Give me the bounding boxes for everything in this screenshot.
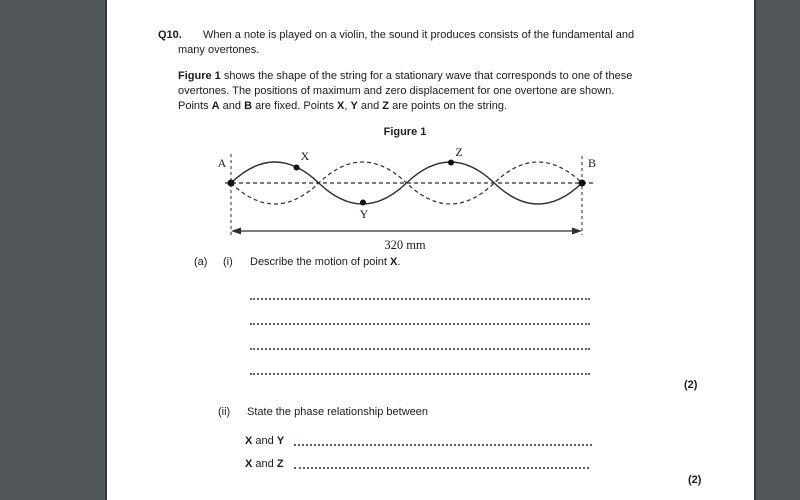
part-a-label: (a)	[194, 256, 208, 268]
figure-title: Figure 1	[383, 126, 427, 138]
length-arrow-left-head	[231, 228, 241, 235]
point-x-label: X	[300, 149, 310, 163]
part-a-ii-marks: (2)	[688, 474, 702, 486]
length-arrow-right-head	[572, 228, 582, 235]
point-a-label: A	[217, 156, 227, 170]
point-y-dot	[360, 200, 366, 206]
answer-line	[294, 444, 592, 446]
answer-line	[250, 298, 590, 300]
x-and-y-answer-label: X and Y	[245, 435, 285, 447]
answer-line	[294, 467, 589, 469]
question-intro-line2: many overtones.	[178, 44, 260, 56]
figure-paragraph-line3: Points A and B are fixed. Points X, Y and Z are points on the string.	[178, 100, 508, 112]
answer-line	[250, 323, 590, 325]
part-a-i-marks: (2)	[684, 379, 698, 391]
length-label: 320 mm	[384, 238, 426, 252]
part-a-i-prompt: Describe the motion of point X.	[250, 256, 401, 268]
answer-line	[250, 373, 590, 375]
figure-paragraph-line2: overtones. The positions of maximum and zero displacement for one overtone are shown.	[178, 85, 615, 97]
part-a-ii-prompt: State the phase relationship between	[247, 406, 429, 418]
point-b-dot	[579, 180, 586, 187]
part-a-i-label: (i)	[223, 256, 233, 268]
figure-paragraph-line1: Figure 1 shows the shape of the string for a stationary wave that corresponds to one of these	[178, 70, 633, 82]
point-a-dot	[228, 180, 235, 187]
answer-line	[250, 348, 590, 350]
part-a-ii-label: (ii)	[218, 406, 231, 418]
point-x-dot	[294, 165, 300, 171]
point-z-label: Z	[455, 145, 463, 159]
question-intro-line1: When a note is played on a violin, the sound it produces consists of the fundamental and	[203, 29, 635, 41]
point-b-label: B	[587, 156, 597, 170]
point-y-label: Y	[359, 207, 369, 221]
point-z-dot	[448, 160, 454, 166]
question-number: Q10.	[158, 29, 182, 41]
standing-wave-figure	[200, 138, 610, 256]
x-and-z-answer-label: X and Z	[245, 458, 284, 470]
figure-ref-bold: Figure 1	[178, 70, 221, 82]
